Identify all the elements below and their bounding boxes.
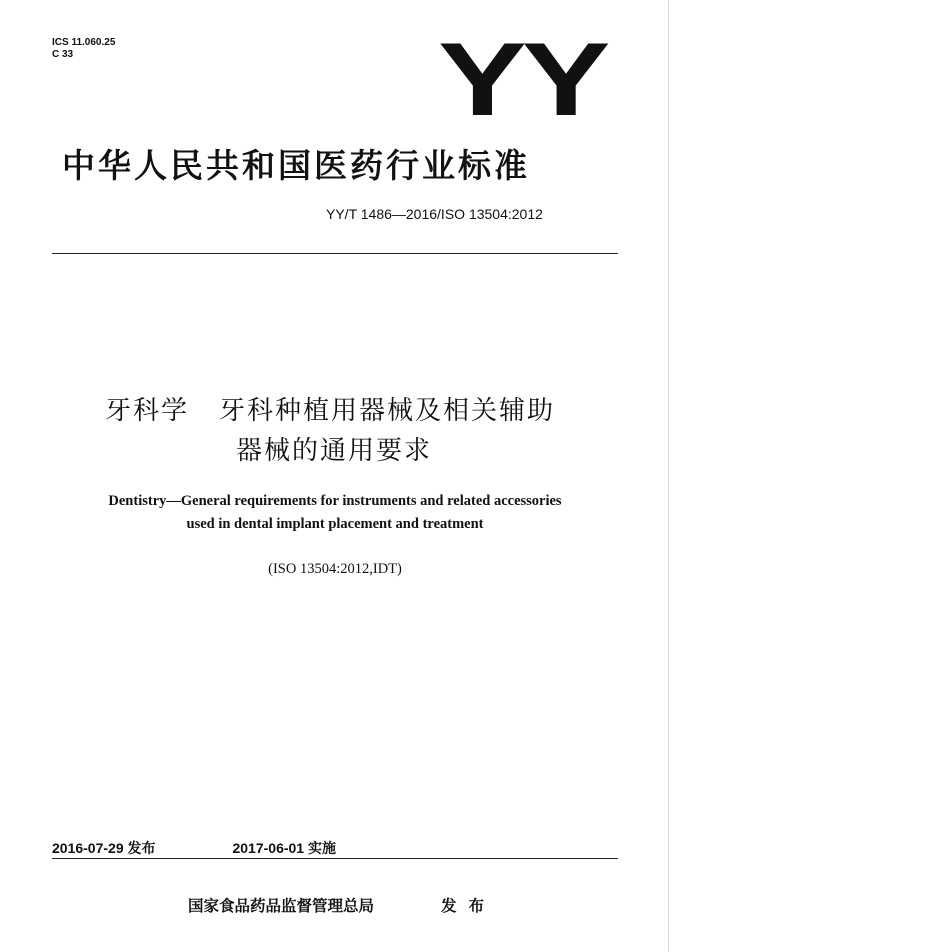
- issuer-action: 发布: [441, 897, 497, 915]
- viewer-margin: [669, 0, 950, 952]
- issuing-authority: 国家食品药品监督管理总局: [188, 897, 375, 915]
- standard-title: 中华人民共和国医药行业标准: [62, 146, 530, 185]
- standard-number: YY/T 1486—2016/ISO 13504:2012: [326, 206, 543, 222]
- issue-date: 2016-07-29 发布: [52, 840, 156, 856]
- bottom-divider: [52, 858, 618, 859]
- classification-codes: [52, 37, 115, 61]
- ics-code: ICS 11.060.25: [52, 37, 116, 48]
- implementation-date: 2017-06-01 实施: [232, 840, 336, 856]
- chinese-title-part-2: 牙科种植用器械及相关辅助: [219, 396, 556, 426]
- yy-logo: YY: [438, 22, 606, 138]
- chinese-title-part-1: 牙科学: [104, 396, 189, 426]
- top-divider: [52, 253, 618, 254]
- english-title-line-2: used in dental implant placement and treatment: [186, 516, 484, 532]
- english-title-line-1: Dentistry—General requirements for instruments and related accessories: [108, 493, 562, 509]
- ccs-code: C 33: [52, 49, 74, 60]
- iso-reference: (ISO 13504:2012,IDT): [268, 561, 402, 577]
- chinese-title-line-1: [0, 390, 664, 427]
- english-title: [0, 490, 670, 536]
- chinese-title-line-2: 器械的通用要求: [235, 436, 432, 466]
